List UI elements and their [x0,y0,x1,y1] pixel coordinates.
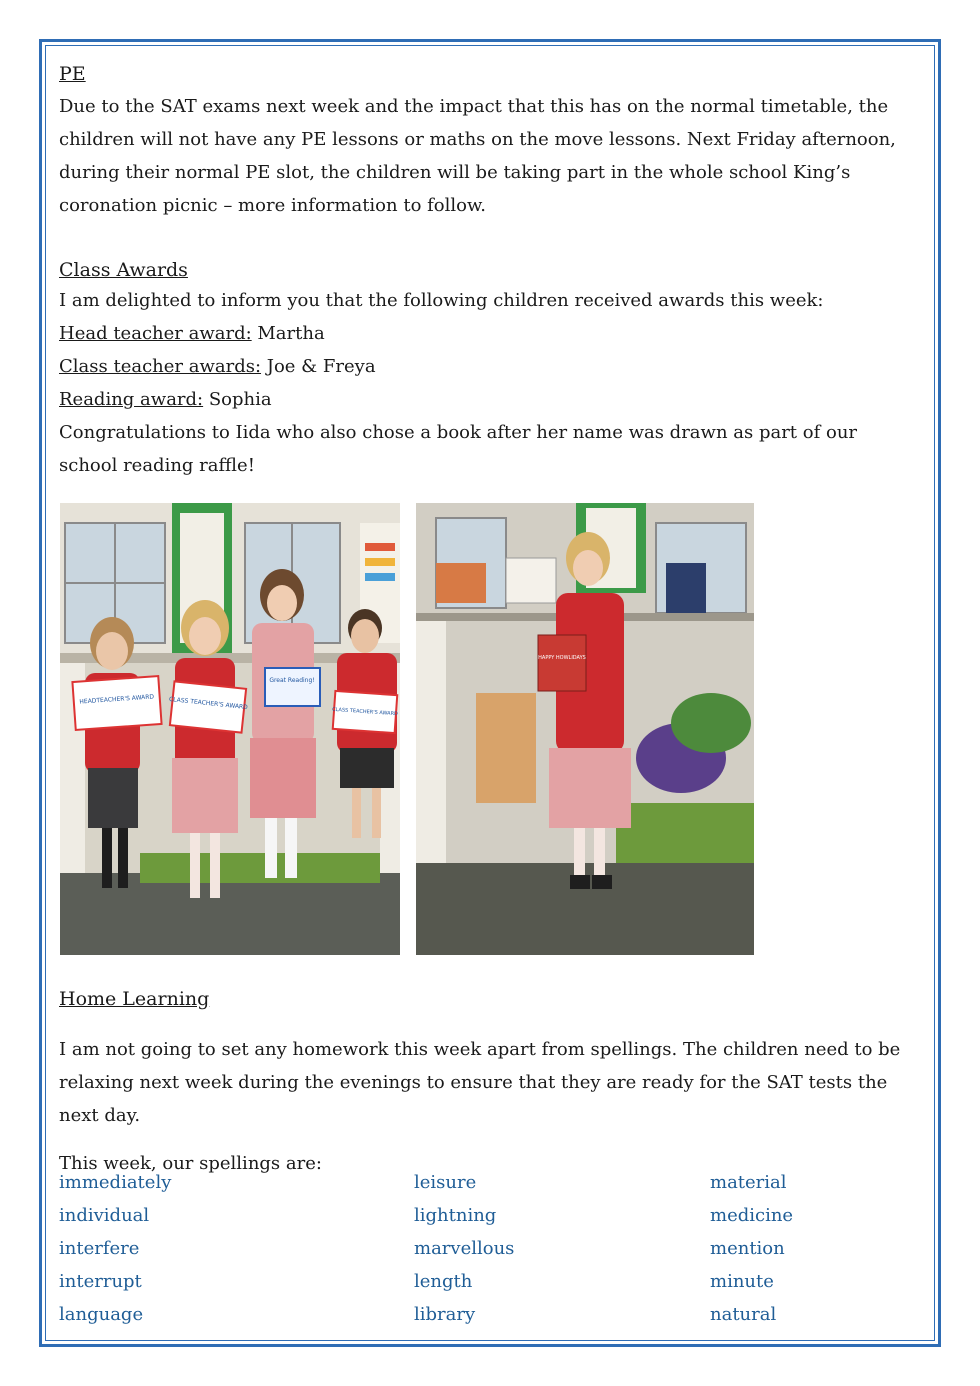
spelling-word: interrupt [59,1271,142,1292]
pe-heading: PE [59,63,86,85]
spelling-word: marvellous [414,1238,515,1259]
spelling-word: mention [710,1238,785,1259]
certificate-2-text: CLASS TEACHER'S AWARD [168,695,249,712]
spelling-word: language [59,1304,144,1325]
spelling-word: interfere [59,1238,140,1259]
class-teacher-awards-label: Class teacher awards: [59,356,262,377]
spelling-word: medicine [710,1205,794,1226]
spellings-column-1 [59,1166,171,1331]
spelling-word: lightning [414,1205,497,1226]
head-teacher-award-label: Head teacher award: [59,323,252,344]
reading-award [59,383,919,416]
reading-award-photo [416,503,754,955]
spellings-column-2 [414,1166,514,1331]
reading-award-value: Sophia [203,389,272,410]
spelling-word: immediately [59,1172,172,1193]
home-learning-heading: Home Learning [59,988,210,1010]
class-teacher-awards [59,350,919,383]
certificate-1-text: HEADTEACHER'S AWARD [79,693,155,706]
spelling-word: library [414,1304,476,1325]
awards-intro: I am delighted to inform you that the following children received awards this week: [59,290,824,311]
spelling-word: leisure [414,1172,477,1193]
head-teacher-award [59,317,919,350]
book-title: HAPPY HOWLIDAYS [538,655,586,661]
spelling-word: minute [710,1271,774,1292]
spelling-word: length [414,1271,473,1292]
class-teacher-awards-value: Joe & Freya [261,356,376,377]
spelling-word: natural [710,1304,777,1325]
head-teacher-award-value: Martha [251,323,325,344]
reading-award-label: Reading award: [59,389,204,410]
home-learning-paragraph: I am not going to set any homework this week apart from spellings. The children need to be relaxing next week during the evenings to ensure that they are ready for the SAT tests the next day. [59,1039,901,1126]
spelling-word: material [710,1172,787,1193]
spelling-word: individual [59,1205,150,1226]
class-awards-heading: Class Awards [59,259,188,281]
raffle-paragraph: Congratulations to Iida who also chose a book after her name was drawn as part of our school reading raffle! [59,422,858,476]
pe-paragraph: Due to the SAT exams next week and the impact that this has on the normal timetable, the children will not have any PE lessons or maths on the move lessons. Next Friday afternoon, during their normal PE slot, the children will be taking part in the whole school King’s coronation picnic – more information to follow. [59,96,896,216]
award-photos [60,503,760,955]
class-award-photo [60,503,400,955]
certificate-3-text: Great Reading! [269,677,315,684]
certificate-4-text: CLASS TEACHER'S AWARD [331,706,399,718]
home-learning-section [59,985,919,1180]
newsletter-body [59,60,919,482]
spellings-intro: This week, our spellings are: [59,1153,322,1174]
spellings-column-3 [710,1166,793,1331]
